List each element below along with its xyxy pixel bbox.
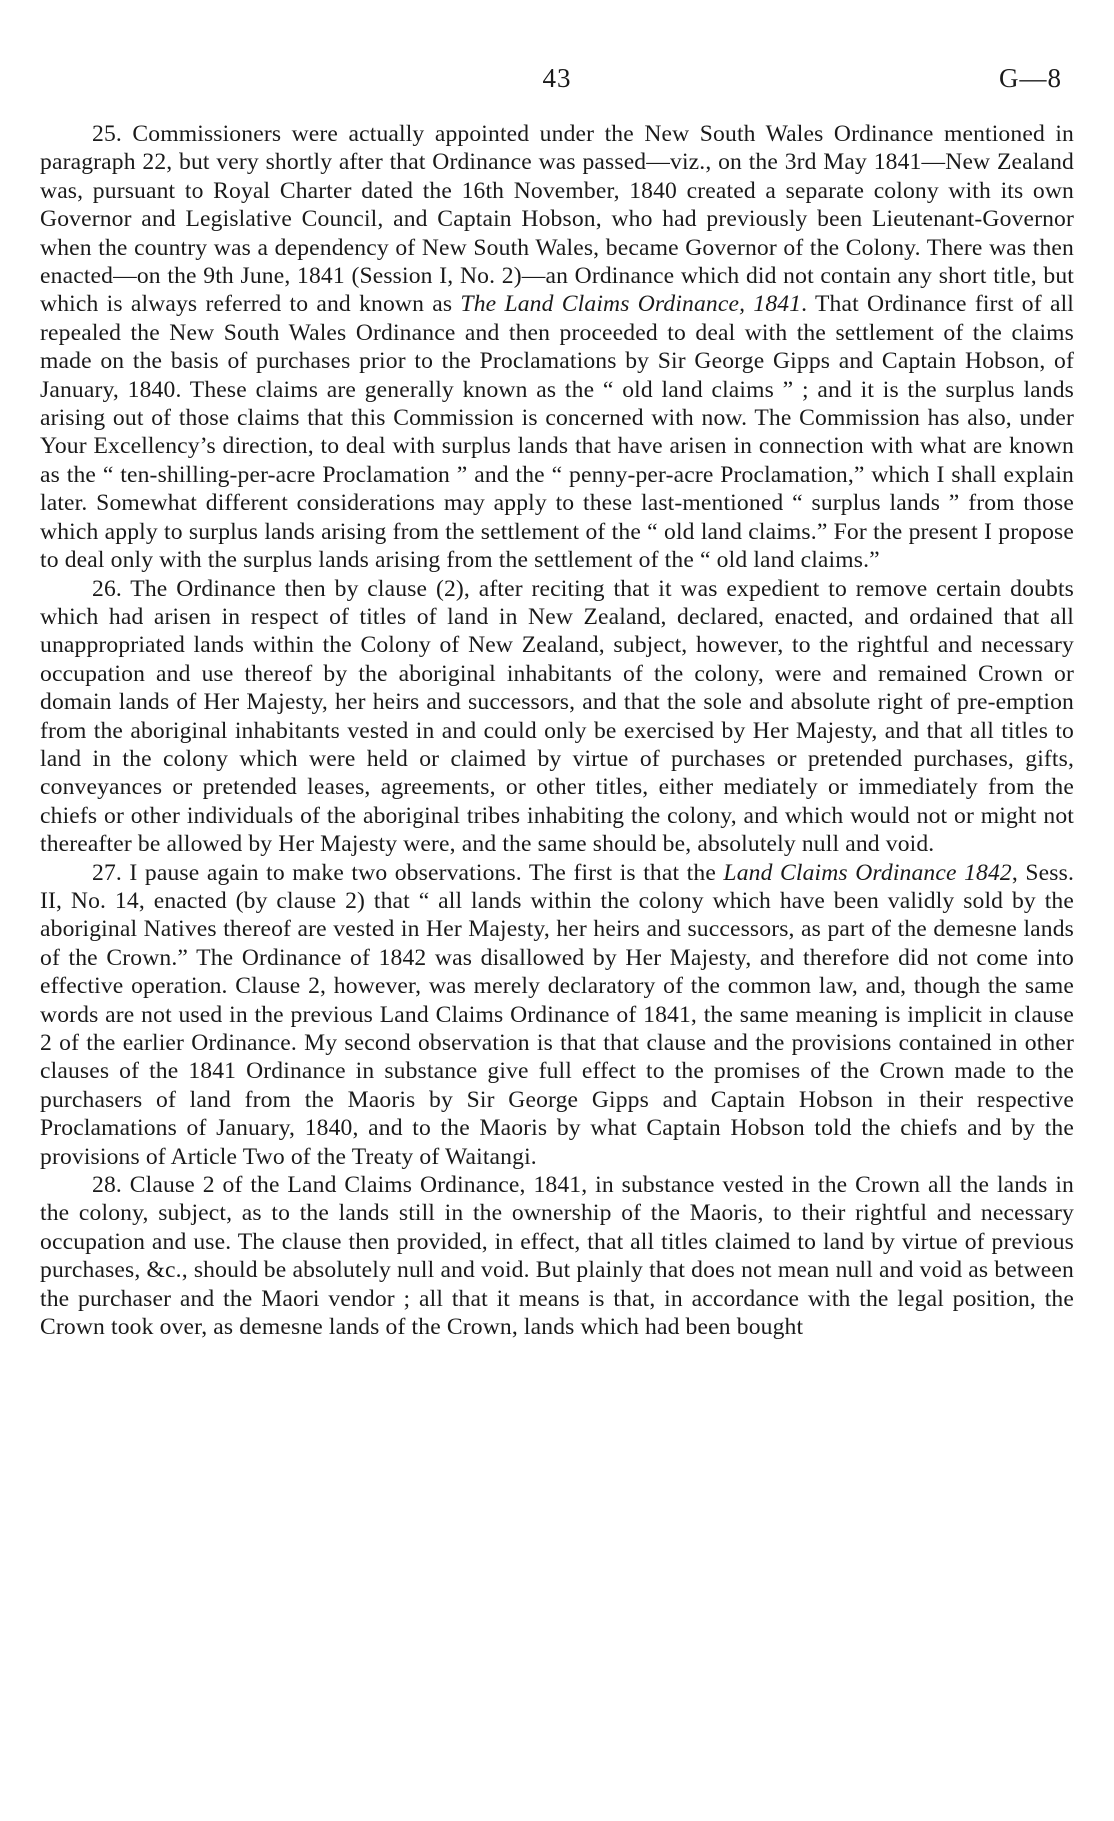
page-header (0, 58, 1114, 98)
paragraph-27-text-continued: , Sess. II, No. 14, enacted (by clause 2) that “ all lands within the colony which have been validly sold by the aboriginal Natives thereof are vested in Her Majesty, her heirs and successors, as part of the demesne lands of the Crown.” The Ordinance of 1842 was disallowed by Her Majesty, and therefore did not come into effective operation. Clause 2, however, was merely declaratory of the common law, and, though the same words are not used in the previous Land Claims Ordinance of 1841, the same meaning is implicit in clause 2 of the earlier Ordinance. My second observation is that that clause and the provisions contained in other clauses of the 1841 Ordinance in substance give full effect to the promises of the Crown made to the purchasers of land from the Maoris by Sir George Gipps and Captain Hobson in their respective Proclamations of January, 1840, and to the Maoris by what Captain Hobson told the chiefs and by the provisions of Article Two of the Treaty of Waitangi. (40, 859, 1075, 1170)
paragraph-25 (40, 120, 1074, 575)
paragraph-25-text: 25. Commissioners were actually appointed under the New South Wales Ordinance mentioned in paragraph 22, but very shortly after that Ordinance was passed—viz., on the 3rd May 1841—New Zealand was, pursuant to Royal Charter dated the 16th November, 1840 created a separate colony with its own Governor and Legislative Council, and Captain Hobson, who had previously been Lieutenant-Governor when the country was a dependency of New South Wales, became Governor of the Colony. There was then enacted—on the 9th June, 1841 (Session I, No. 2)—an Ordinance which did not contain any short title, but which is always referred to and known as (40, 121, 1074, 318)
paragraph-25-italic-title: The Land Claims Ordinance, 1841 (460, 291, 802, 318)
paragraph-28-text: 28. Clause 2 of the Land Claims Ordinance, 1841, in substance vested in the Crown all the lands in the colony, subject, as to the lands still in the ownership of the Maoris, to their rightful and necessary occupation and use. The clause then provided, in effect, that all titles claimed to land by virtue of previous purchases, &c., should be absolutely null and void. But plainly that does not mean null and void as between the purchaser and the Maori vendor ; all that it means is that, in accordance with the legal position, the Crown took over, as demesne lands of the Crown, lands which had been bought (40, 1172, 1074, 1341)
document-reference: G—8 (999, 63, 1062, 93)
page-number: 43 (542, 63, 572, 93)
paragraph-27-italic-title: Land Claims Ordinance 1842 (723, 859, 1012, 886)
body-text (40, 120, 1074, 1341)
paragraph-27-text: 27. I pause again to make two observations. The first is that the (92, 859, 724, 886)
paragraph-26 (40, 575, 1074, 859)
paragraph-28 (40, 1171, 1074, 1341)
paragraph-25-text-continued: . That Ordinance first of all repealed the New South Wales Ordinance and then proceeded to deal with the settlement of the claims made on the basis of purchases prior to the Proclamations by Sir George Gipps and Captain Hobson, of January, 1840. These claims are generally known as the “ old land claims ” ; and it is the surplus lands arising out of those claims that this Commission is concerned with now. The Commission has also, under Your Excellency’s direction, to deal with surplus lands that have arisen in connection with what are known as the “ ten-shilling-per-acre Proclamation ” and the “ penny-per-acre Proclamation,” which I shall explain later. Somewhat different considerations may apply to these last-mentioned “ surplus lands ” from those which apply to surplus lands arising from the settlement of the “ old land claims.” For the present I propose to deal only with the surplus lands arising from the settlement of the “ old land claims.” (40, 291, 1074, 574)
paragraph-26-text: 26. The Ordinance then by clause (2), after reciting that it was expedient to remove certain doubts which had arisen in respect of titles of land in New Zealand, declared, enacted, and ordained that all unappropriated lands within the Colony of New Zealand, subject, however, to the rightful and necessary occupation and use thereof by the aboriginal inhabitants of the colony, were and remained Crown or domain lands of Her Majesty, her heirs and successors, and that the sole and absolute right of pre-emption from the aboriginal inhabitants vested in and could only be exercised by Her Majesty, and that all titles to land in the colony which were held or claimed by virtue of purchases or pretended purchases, gifts, conveyances or pretended leases, agreements, or other titles, either mediately or immediately from the chiefs or other individuals of the aboriginal tribes inhabiting the colony, and which would not or might not thereafter be allowed by Her Majesty were, and the same should be, absolutely null and void. (40, 575, 1074, 858)
paragraph-27 (40, 859, 1074, 1171)
